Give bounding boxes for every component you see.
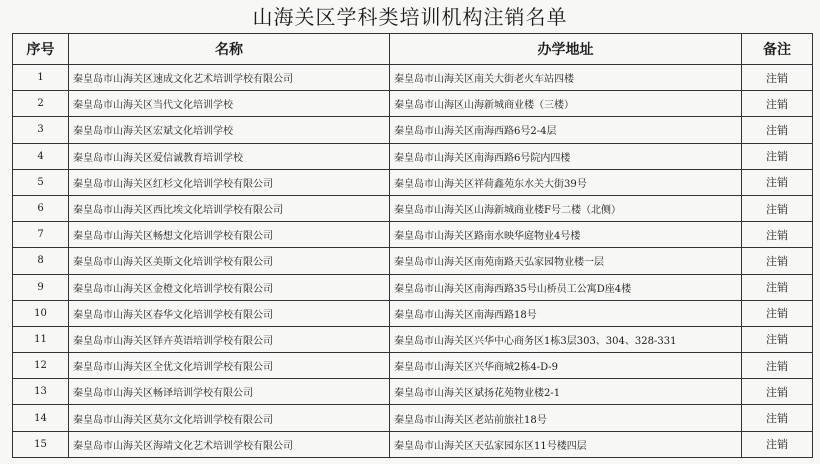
row-note: 注销 [742,274,813,300]
row-seq: 11 [13,326,69,352]
table-row [13,143,813,169]
row-address: 秦皇岛市山海关区兴华中心商务区1栋3层303、304、328-331 [390,326,742,352]
table-row [13,353,813,379]
row-note: 注销 [742,143,813,169]
row-seq: 4 [13,143,69,169]
table-row [13,195,813,221]
table-row [13,169,813,195]
row-note: 注销 [742,300,813,326]
table-row [13,91,813,117]
table-row [13,117,813,143]
row-address: 秦皇岛市山海关区兴华商城2栋4-D-9 [390,353,742,379]
row-name: 秦皇岛市山海关区当代文化培训学校 [69,91,390,117]
deregistration-table [12,33,813,458]
row-seq: 12 [13,353,69,379]
row-name: 秦皇岛市山海关区金橙文化培训学校有限公司 [69,274,390,300]
table-row [13,274,813,300]
row-name: 秦皇岛市山海关区全优文化培训学校有限公司 [69,353,390,379]
row-note: 注销 [742,248,813,274]
row-name: 秦皇岛市山海关区春华文化培训学校有限公司 [69,300,390,326]
row-address: 秦皇岛市山海关区南海西路18号 [390,300,742,326]
row-seq: 7 [13,222,69,248]
row-note: 注销 [742,117,813,143]
row-seq: 8 [13,248,69,274]
table-body [13,65,813,458]
row-note: 注销 [742,379,813,405]
table-row [13,65,813,91]
row-name: 秦皇岛市山海关区畅译培训学校有限公司 [69,379,390,405]
row-address: 秦皇岛市山海关区南海西路6号2-4层 [390,117,742,143]
row-seq: 10 [13,300,69,326]
row-address: 秦皇岛市山海关区老站前旅社18号 [390,405,742,431]
row-name: 秦皇岛市山海关区海靖文化艺术培训学校有限公司 [69,431,390,457]
row-name: 秦皇岛市山海关区美斯文化培训学校有限公司 [69,248,390,274]
row-name: 秦皇岛市山海关区畅想文化培训学校有限公司 [69,222,390,248]
row-name: 秦皇岛市山海关区宏斌文化培训学校 [69,117,390,143]
row-note: 注销 [742,195,813,221]
header-address: 办学地址 [390,34,742,65]
row-address: 秦皇岛市山海关区南海西路35号山桥员工公寓D座4楼 [390,274,742,300]
row-note: 注销 [742,353,813,379]
row-note: 注销 [742,65,813,91]
table-row [13,431,813,457]
table-row [13,379,813,405]
table-header-row [13,34,813,65]
row-note: 注销 [742,405,813,431]
row-address: 秦皇岛市山海关区路南水映华庭物业4号楼 [390,222,742,248]
row-note: 注销 [742,326,813,352]
row-name: 秦皇岛市山海关区爱信诚教育培训学校 [69,143,390,169]
row-seq: 13 [13,379,69,405]
row-name: 秦皇岛市山海关区莫尔文化培训学校有限公司 [69,405,390,431]
row-address: 秦皇岛市山海区山海新城商业楼（三楼） [390,91,742,117]
row-seq: 1 [13,65,69,91]
row-seq: 6 [13,195,69,221]
row-name: 秦皇岛市山海关区铎卉英语培训学校有限公司 [69,326,390,352]
table-row [13,222,813,248]
row-name: 秦皇岛市山海关区西比埃文化培训学校有限公司 [69,195,390,221]
row-note: 注销 [742,222,813,248]
table-row [13,326,813,352]
header-name: 名称 [69,34,390,65]
header-seq: 序号 [13,34,69,65]
row-address: 秦皇岛市山海关区南关大街老火车站四楼 [390,65,742,91]
row-seq: 5 [13,169,69,195]
page-title: 山海关区学科类培训机构注销名单 [252,5,568,29]
table-row [13,300,813,326]
header-note: 备注 [742,34,813,65]
row-note: 注销 [742,91,813,117]
row-address: 秦皇岛市山海关区南苑南路天弘家园物业楼一层 [390,248,742,274]
row-note: 注销 [742,431,813,457]
row-seq: 15 [13,431,69,457]
row-name: 秦皇岛市山海关区速成文化艺术培训学校有限公司 [69,65,390,91]
table-row [13,405,813,431]
row-address: 秦皇岛市山海关区山海新城商业楼F号二楼（北侧） [390,195,742,221]
row-name: 秦皇岛市山海关区红杉文化培训学校有限公司 [69,169,390,195]
row-seq: 3 [13,117,69,143]
table-row [13,248,813,274]
row-address: 秦皇岛市山海关区祥荷鑫苑东水关大街39号 [390,169,742,195]
row-seq: 2 [13,91,69,117]
row-address: 秦皇岛市山海关区斌扬花苑物业楼2-1 [390,379,742,405]
row-note: 注销 [742,169,813,195]
row-seq: 9 [13,274,69,300]
row-seq: 14 [13,405,69,431]
row-address: 秦皇岛市山海关区南海西路6号院内四楼 [390,143,742,169]
row-address: 秦皇岛市山海关区天弘家园东区11号楼四层 [390,431,742,457]
